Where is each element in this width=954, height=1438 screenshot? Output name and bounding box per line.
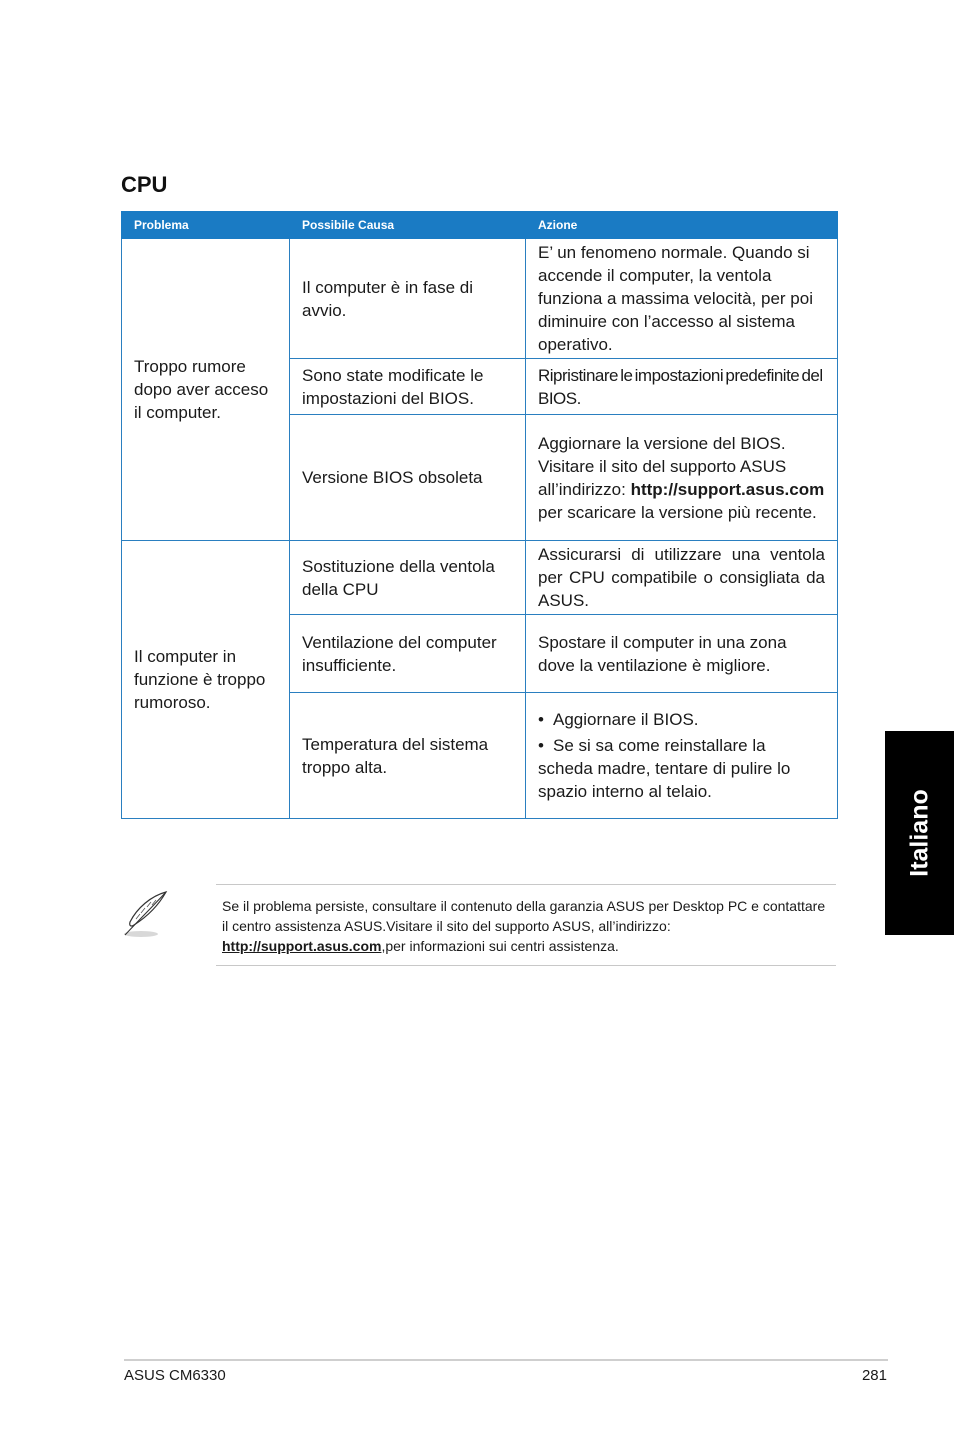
section-title: CPU — [121, 172, 168, 197]
troubleshooting-table — [121, 211, 838, 819]
language-label: Italiano — [905, 789, 933, 877]
bullet-text: Se si sa come reinstallare la scheda madre, tentare di pulire lo spazio interno al telaio. — [538, 736, 791, 801]
feather-pen-icon — [121, 890, 169, 940]
action-cell — [526, 693, 838, 819]
footer-page-number: 281 — [861, 1367, 887, 1384]
action-cell: Spostare il computer in una zona dove la ventilazione è migliore. — [526, 615, 838, 693]
header-problema: Problema — [122, 212, 290, 239]
bullet-item: • Aggiornare il BIOS. — [538, 710, 699, 729]
footer-product-name: ASUS CM6330 — [124, 1367, 226, 1384]
footer-divider — [124, 1359, 888, 1361]
note-text-end: ,per informazioni sui centri assistenza. — [381, 938, 619, 954]
note-text-start: Se il problema persiste, consultare il contenuto della garanzia ASUS per Desktop PC e contattare il centro assistenza ASUS.Visitare il sito del supporto ASUS, all’indirizzo: — [222, 898, 826, 934]
action-cell: Assicurarsi di utilizzare una ventola per CPU compatibile o consigliata da ASUS. — [526, 541, 838, 615]
action-text: per scaricare la versione più recente. — [538, 502, 817, 522]
action-text: Aggiornare la versione del BIOS. Visitare il sito del supporto ASUS all’indirizzo: — [538, 433, 787, 499]
note-box — [216, 884, 836, 966]
cause-cell: Sostituzione della ventola della CPU — [290, 541, 526, 615]
cause-cell: Versione BIOS obsoleta — [290, 415, 526, 541]
action-cell: E’ un fenomeno normale. Quando si accende il computer, la ventola funziona a massima velocità, per poi diminuire con l’accesso al sistema operativo. — [526, 239, 838, 359]
table-row — [122, 239, 838, 359]
action-cell: Ripristinare le impostazioni predefinite del BIOS. — [526, 359, 838, 415]
cause-cell: Ventilazione del computer insufficiente. — [290, 615, 526, 693]
problem-cell: Troppo rumore dopo aver acceso il computer. — [122, 239, 290, 541]
action-cell — [526, 415, 838, 541]
cause-cell: Temperatura del sistema troppo alta. — [290, 693, 526, 819]
cause-cell: Sono state modificate le impostazioni del BIOS. — [290, 359, 526, 415]
table-header-row — [122, 212, 838, 239]
problem-cell: Il computer in funzione è troppo rumoroso. — [122, 541, 290, 819]
table-row — [122, 541, 838, 615]
header-azione: Azione — [526, 212, 838, 239]
cause-cell: Il computer è in fase di avvio. — [290, 239, 526, 359]
language-side-tab — [885, 731, 954, 935]
bullet-item: • Se si sa come reinstallare la scheda madre, tentare di pulire lo spazio interno al telaio. — [538, 736, 791, 801]
note-support-link[interactable]: http://support.asus.com — [222, 938, 382, 954]
header-possibile-causa: Possibile Causa — [290, 212, 526, 239]
support-link[interactable]: http://support.asus.com — [630, 479, 825, 499]
note-text — [222, 896, 830, 956]
bullet-text: Aggiornare il BIOS. — [553, 710, 699, 729]
note-section — [121, 884, 837, 965]
